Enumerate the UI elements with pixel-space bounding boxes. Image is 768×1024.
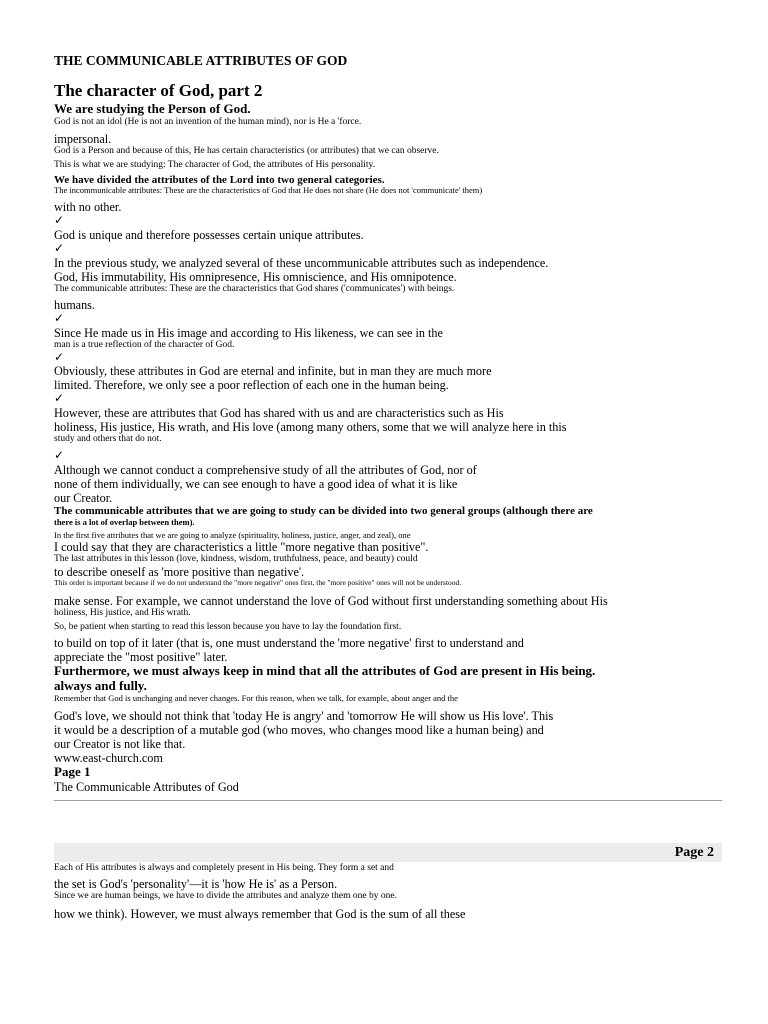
text-line: The communicable attributes: These are the characteristics that God shares ('communicates') with beings.: [54, 283, 455, 294]
heading-line: there is a lot of overlap between them).: [54, 516, 195, 527]
text-line: make sense. For example, we cannot understand the love of God without first understanding something about His: [54, 593, 608, 608]
text-line: holiness, His justice, and His wrath.: [54, 607, 191, 618]
text-line: Although we cannot conduct a comprehensive study of all the attributes of God, nor of: [54, 463, 477, 478]
heading-line: Furthermore, we must always keep in mind that all the attributes of God are present in His being.: [54, 662, 596, 678]
page-1: [54, 0, 724, 801]
text-line: with no other.: [54, 200, 122, 215]
text-line: I could say that they are characteristics a little "more negative than positive".: [54, 540, 429, 555]
text-line: Each of His attributes is always and completely present in His being. They form a set and: [54, 863, 394, 873]
text-line: This order is important because if we do not understand the "more negative" ones first, the "more positive" ones will not be understood.: [54, 578, 462, 588]
checkmark-icon: ✓: [54, 241, 65, 256]
heading-line: The communicable attributes that we are going to study can be divided into two general groups (although there are: [54, 505, 593, 518]
text-line: In the previous study, we analyzed several of these uncommunicable attributes such as independence.: [54, 255, 549, 270]
heading-line: We are studying the Person of God.: [54, 101, 251, 117]
text-line: the set is God's 'personality'—it is 'how He is' as a Person.: [54, 876, 338, 891]
page-2-label: Page 2: [674, 845, 714, 860]
text-line: impersonal.: [54, 131, 112, 146]
text-line: God's love, we should not think that 'today He is angry' and 'tomorrow He will show us His love'. This: [54, 708, 554, 723]
page-divider: [54, 800, 722, 801]
text-line: The last attributes in this lesson (love, kindness, wisdom, truthfulness, peace, and beauty) could: [54, 554, 418, 565]
text-line: So, be patient when starting to read this lesson because you have to lay the foundation first.: [54, 621, 402, 632]
heading-line: We have divided the attributes of the Lord into two general categories.: [54, 173, 385, 186]
text-line: man is a true reflection of the character of God.: [54, 339, 235, 350]
text-line: limited. Therefore, we only see a poor reflection of each one in the human being.: [54, 378, 449, 393]
text-line: humans.: [54, 297, 95, 312]
text-line: Remember that God is unchanging and never changes. For this reason, when we talk, for example, about anger and the: [54, 692, 458, 703]
text-line: This is what we are studying: The character of God, the attributes of His personality.: [54, 159, 376, 170]
text-line: Since He made us in His image and according to His likeness, we can see in the: [54, 325, 443, 340]
checkmark-icon: ✓: [54, 448, 65, 463]
document-subtitle: The character of God, part 2: [54, 80, 263, 100]
text-line: God is unique and therefore possesses certain unique attributes.: [54, 228, 364, 243]
text-line: holiness, His justice, His wrath, and His love (among many others, some that we will analyze here in this: [54, 420, 567, 435]
heading-line: always and fully.: [54, 677, 147, 693]
text-line: study and others that do not.: [54, 434, 162, 445]
text-line: appreciate the "most positive" later.: [54, 649, 228, 664]
text-line: our Creator is not like that.: [54, 736, 186, 751]
footer-title: The Communicable Attributes of God: [54, 779, 239, 794]
page-2-header: [54, 843, 722, 862]
text-line: our Creator.: [54, 491, 113, 506]
checkmark-icon: ✓: [54, 310, 65, 325]
text-line: God is a Person and because of this, He has certain characteristics (or attributes) that we can observe.: [54, 145, 439, 156]
text-line: Since we are human beings, we have to divide the attributes and analyze them one by one.: [54, 890, 397, 901]
page-2: [54, 863, 724, 921]
text-line: God is not an idol (He is not an invention of the human mind), nor is He a 'force.: [54, 117, 362, 127]
checkmark-icon: ✓: [54, 213, 65, 228]
page-number: Page 1: [54, 763, 91, 779]
document-title: THE COMMUNICABLE ATTRIBUTES OF GOD: [54, 53, 348, 68]
text-line: none of them individually, we can see enough to have a good idea of what it is like: [54, 477, 458, 492]
text-line: God, His immutability, His omnipresence, His omniscience, and His omnipotence.: [54, 269, 457, 284]
text-line: However, these are attributes that God has shared with us and are characteristics such as His: [54, 406, 504, 421]
text-line: how we think). However, we must always remember that God is the sum of all these: [54, 906, 466, 921]
text-line: In the first five attributes that we are going to analyze (spirituality, holiness, justice, anger, and zeal), one: [54, 529, 411, 540]
text-line: it would be a description of a mutable god (who moves, who changes mood like a human being) and: [54, 722, 544, 737]
website-url: www.east-church.com: [54, 750, 163, 765]
text-line: Obviously, these attributes in God are eternal and infinite, but in man they are much more: [54, 364, 492, 379]
checkmark-icon: ✓: [54, 391, 65, 406]
text-line: to build on top of it later (that is, one must understand the 'more negative' first to understand and: [54, 635, 524, 650]
checkmark-icon: ✓: [54, 349, 65, 364]
text-line: The incommunicable attributes: These are the characteristics of God that He does not share (He does not 'communicate' them): [54, 185, 483, 196]
text-line: to describe oneself as 'more positive than negative'.: [54, 565, 305, 580]
